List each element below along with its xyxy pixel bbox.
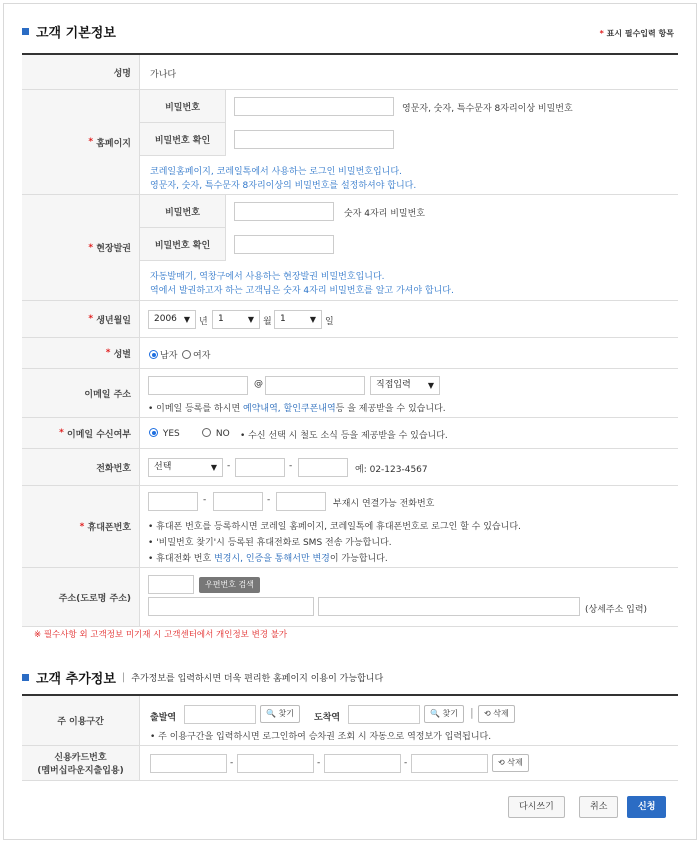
email-note (148, 401, 446, 414)
birth-day-select[interactable] (274, 310, 322, 329)
phone-dash-1: - (227, 461, 231, 471)
reset-button[interactable]: 다시쓰기 (508, 796, 565, 818)
birth-row (22, 301, 678, 338)
route-delete-label: 삭제 (493, 709, 509, 718)
email-domain-input[interactable] (265, 376, 365, 395)
mobile-dash-1: - (203, 495, 207, 505)
mobile-note-3-post: 이 가능합니다. (329, 554, 388, 564)
card-label (22, 746, 140, 780)
refresh-icon: ⟲ (498, 758, 505, 767)
chevron-down-icon: ▼ (427, 381, 434, 390)
zipcode-input[interactable] (148, 575, 194, 594)
card-dash-1: - (230, 758, 234, 768)
ticket-desc-1: 자동발매기, 역창구에서 사용하는 현장발권 비밀번호입니다. (150, 272, 385, 282)
route-from-label: 출발역 (150, 713, 177, 723)
homepage-label-text: 홈페이지 (96, 138, 131, 149)
card-delete-button[interactable] (492, 754, 529, 772)
email-receive-no-radio[interactable] (202, 428, 230, 439)
refresh-icon: ⟲ (484, 709, 491, 718)
card-dash-3: - (404, 758, 408, 768)
gender-male-radio[interactable] (149, 348, 177, 361)
extra-info-header (22, 668, 383, 687)
email-receive-no-label: NO (215, 429, 230, 439)
route-from-input[interactable] (184, 705, 256, 724)
route-row (22, 696, 678, 746)
homepage-password-row (22, 90, 678, 195)
radio-selected-icon (149, 350, 158, 359)
email-receive-label: * 이메일 수신여부 (22, 418, 140, 448)
mobile-hint: 부재시 연결가능 전화번호 (333, 499, 435, 509)
mobile-note-3-pre: • 휴대전화 번호 (148, 554, 215, 564)
route-to-search-button[interactable] (424, 705, 464, 723)
ticket-label: * 현장발권 (22, 195, 140, 300)
basic-info-header (22, 22, 116, 41)
phone-area-select-value: 선택 (154, 462, 172, 472)
ticket-pw-confirm-label: 비밀번호 확인 (140, 228, 226, 261)
ticket-pw-hint: 숫자 4자리 비밀번호 (344, 209, 426, 219)
chevron-down-icon: ▼ (183, 315, 190, 324)
mobile-dash-2: - (267, 495, 271, 505)
mobile-first-input[interactable] (148, 492, 198, 511)
cancel-button[interactable]: 취소 (579, 796, 618, 818)
birth-label-text: 생년월일 (96, 315, 131, 326)
mobile-middle-input[interactable] (213, 492, 263, 511)
chevron-down-icon: ▼ (210, 463, 217, 472)
required-warning: ※ 필수사항 외 고객정보 미기재 시 고객센터에서 개인정보 변경 불가 (34, 630, 288, 640)
homepage-desc-2: 영문자, 숫자, 특수문자 8자리이상의 비밀번호를 설정하셔야 합니다. (150, 181, 417, 191)
name-label: 성명 (22, 55, 140, 89)
required-note-text: 표시 필수입력 항목 (606, 29, 674, 38)
route-note: • 주 이용구간을 입력하시면 로그인하여 승차권 조회 시 자동으로 역정보가 입력됩니다. (150, 732, 492, 742)
mobile-note-2: • '비밀번호 찾기'시 등록된 휴대전화로 SMS 전송 가능합니다. (148, 538, 392, 548)
card-input-1[interactable] (150, 754, 227, 773)
chevron-down-icon: ▼ (309, 315, 316, 324)
birth-year-unit: 년 (199, 317, 208, 327)
birth-day-value: 1 (280, 314, 286, 324)
phone-dash-2: - (289, 461, 293, 471)
mobile-row (22, 486, 678, 568)
gender-label: * 성별 (22, 338, 140, 368)
email-id-input[interactable] (148, 376, 248, 395)
card-dash-2: - (317, 758, 321, 768)
route-divider: | (470, 706, 474, 719)
birth-year-select[interactable] (148, 310, 196, 329)
title-divider: | (121, 672, 126, 683)
section-bullet-icon (22, 28, 29, 35)
birth-year-value: 2006 (154, 314, 177, 324)
ticket-password-confirm-input[interactable] (234, 235, 334, 254)
mobile-last-input[interactable] (276, 492, 326, 511)
radio-selected-icon (149, 428, 158, 437)
address-detail-input[interactable] (318, 597, 580, 616)
mobile-label: * 휴대폰번호 (22, 486, 140, 567)
basic-info-table (22, 53, 678, 625)
homepage-label: * 홈페이지 (22, 90, 140, 194)
route-from-search-button[interactable] (260, 705, 300, 723)
homepage-pw-label: 비밀번호 (140, 90, 226, 123)
route-delete-button[interactable] (478, 705, 515, 723)
gender-row (22, 338, 678, 369)
gender-male-label: 남자 (160, 351, 178, 361)
mobile-label-text: 휴대폰번호 (87, 523, 131, 533)
phone-example: 예: 02-123-4567 (355, 465, 428, 475)
gender-label-text: 성별 (113, 349, 131, 360)
name-row (22, 55, 678, 90)
mobile-note-3 (148, 551, 388, 564)
email-receive-label-text: 이메일 수신여부 (67, 429, 131, 440)
section-bullet-icon (22, 674, 29, 681)
route-to-search-label: 찾기 (442, 709, 458, 718)
birth-month-select[interactable] (212, 310, 260, 329)
extra-info-subtitle: 추가정보를 입력하시면 더욱 편리한 홈페이지 이용이 가능합니다 (131, 674, 384, 684)
mobile-note-3-link[interactable]: 변경시, 인증을 통해서만 변경 (214, 554, 330, 564)
address-label: 주소(도로명 주소) (22, 568, 140, 626)
extra-info-title: 고객 추가정보 (36, 672, 116, 687)
address-detail-hint: (상세주소 입력) (585, 605, 648, 615)
email-domain-select[interactable] (370, 376, 440, 395)
homepage-pw-hint: 영문자, 숫자, 특수문자 8자리이상 비밀번호 (402, 104, 573, 114)
homepage-desc-1: 코레일홈페이지, 코레일톡에서 사용하는 로그인 비밀번호입니다. (150, 167, 402, 177)
birth-month-value: 1 (218, 314, 224, 324)
homepage-pw-confirm-label: 비밀번호 확인 (140, 123, 226, 156)
card-input-4[interactable] (411, 754, 488, 773)
chevron-down-icon: ▼ (247, 315, 254, 324)
email-note-post: 등 을 제공받을 수 있습니다. (335, 404, 446, 414)
birth-day-unit: 일 (325, 317, 334, 327)
phone-row (22, 449, 678, 486)
phone-middle-input[interactable] (235, 458, 285, 477)
card-label-line-1: 신용카드번호 (54, 753, 107, 763)
radio-empty-icon (202, 428, 211, 437)
zipcode-search-button[interactable]: 우편번호 검색 (199, 577, 260, 593)
email-label: 이메일 주소 (22, 369, 140, 417)
card-label-line-2: (멤버십라운지출입용) (37, 766, 124, 776)
basic-info-title: 고객 기본정보 (36, 26, 116, 41)
submit-button[interactable]: 신청 (627, 796, 666, 818)
email-domain-select-value: 직접입력 (376, 380, 411, 390)
phone-label: 전화번호 (22, 449, 140, 485)
ticket-label-text: 현장발권 (96, 244, 131, 254)
ticket-desc-2: 역에서 발권하고자 하는 고객님은 숫자 4자리 비밀번호를 알고 가셔야 합니다. (150, 286, 454, 296)
homepage-password-input[interactable] (234, 97, 394, 116)
required-note: * 표시 필수입력 항목 (599, 29, 674, 38)
radio-empty-icon (182, 350, 191, 359)
homepage-password-confirm-input[interactable] (234, 130, 394, 149)
birth-label: * 생년월일 (22, 301, 140, 337)
gender-female-radio[interactable] (182, 348, 210, 361)
email-note-pre: • 이메일 등록를 하시면 (148, 404, 243, 414)
ticket-pw-label: 비밀번호 (140, 195, 226, 228)
mobile-note-1: • 휴대폰 번호를 등록하시면 코레일 홈페이지, 코레일톡에 휴대폰번호로 로그인 할 수 있습니다. (148, 522, 521, 532)
route-to-input[interactable] (348, 705, 420, 724)
gender-female-label: 여자 (193, 351, 211, 361)
route-label: 주 이용구간 (22, 696, 140, 745)
phone-last-input[interactable] (298, 458, 348, 477)
phone-area-select[interactable] (148, 458, 223, 477)
search-icon: 🔍 (266, 709, 276, 718)
email-receive-note: • 수신 선택 시 철도 소식 등을 제공받을 수 있습니다. (240, 431, 448, 441)
route-from-search-label: 찾기 (278, 709, 294, 718)
card-input-3[interactable] (324, 754, 401, 773)
name-value: 가나다 (150, 70, 177, 80)
card-input-2[interactable] (237, 754, 314, 773)
email-receive-row (22, 418, 678, 449)
address-main-input[interactable] (148, 597, 314, 616)
card-row (22, 746, 678, 781)
birth-month-unit: 월 (263, 317, 272, 327)
ticket-password-row (22, 195, 678, 301)
card-delete-label: 삭제 (507, 758, 523, 767)
route-to-label: 도착역 (314, 713, 341, 723)
search-icon: 🔍 (430, 709, 440, 718)
email-row (22, 369, 678, 418)
address-row (22, 568, 678, 627)
email-note-link[interactable]: 예약내역, 할인쿠폰내역 (243, 404, 336, 414)
email-receive-yes-radio[interactable] (149, 428, 180, 439)
extra-info-table (22, 694, 678, 779)
email-receive-yes-label: YES (162, 429, 180, 439)
ticket-password-input[interactable] (234, 202, 334, 221)
email-at: @ (254, 379, 263, 389)
